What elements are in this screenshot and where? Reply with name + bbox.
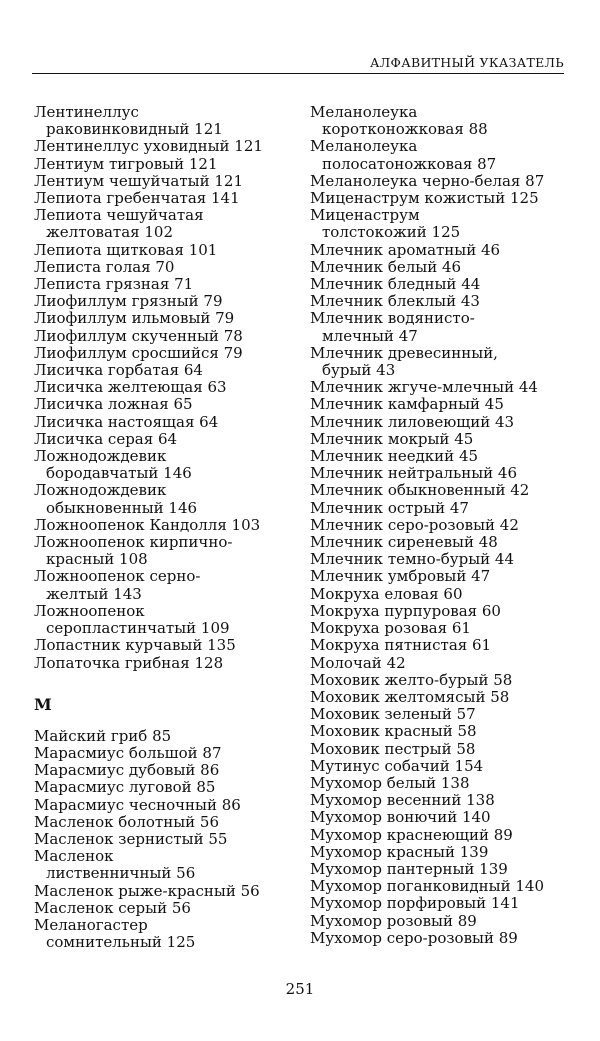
index-entry: Мокруха розовая 61: [310, 619, 471, 638]
index-entry: Лепиота гребенчатая 141: [34, 189, 240, 208]
index-entry: Моховик зеленый 57: [310, 705, 476, 724]
index-entry: Моховик красный 58: [310, 722, 477, 741]
index-entry: Марасмиус чесночный 86: [34, 795, 241, 814]
index-entry: Лисичка горбатая 64: [34, 361, 203, 380]
index-entry: Млечник обыкновенный 42: [310, 481, 530, 500]
index-entry: Мухомор красный 139: [310, 842, 489, 861]
index-entry: Лисичка настоящая 64: [34, 412, 219, 431]
index-entry: Ложнодождевик: [34, 447, 167, 466]
index-entry: Меланолеука: [310, 103, 418, 121]
index-entry-continuation: полосатоножковая 87: [322, 154, 497, 173]
index-entry-continuation: серопластинчатый 109: [46, 619, 230, 638]
index-entry: Млечник серо-розовый 42: [310, 515, 519, 534]
header-rule: [32, 73, 564, 74]
index-entry-continuation: бурый 43: [322, 361, 396, 380]
index-entry-continuation: желтый 143: [46, 584, 142, 603]
index-block-l: [34, 104, 296, 672]
index-entry: Млечник блеклый 43: [310, 292, 480, 311]
index-entry: Млечник неедкий 45: [310, 447, 479, 466]
index-entry: Млечник острый 47: [310, 498, 469, 517]
index-entry: Млечник ароматный 46: [310, 240, 501, 259]
index-entry: Лиофиллум ильмовый 79: [34, 309, 235, 328]
index-entry: Молочай 42: [310, 653, 406, 672]
index-entry: Миценаструм: [310, 206, 420, 225]
index-entry: Масленок серый 56: [34, 898, 191, 917]
index-entry: Мухомор пантерный 139: [310, 859, 508, 878]
index-entry: Меланолеука черно-белая 87: [310, 171, 545, 190]
index-entry: Мухомор вонючий 140: [310, 808, 491, 827]
index-entry: Ложноопенок кирпично-: [34, 533, 233, 552]
index-entry: Мутинус собачий 154: [310, 756, 484, 775]
index-entry: Масленок зернистый 55: [34, 829, 228, 848]
index-entry: Млечник нейтральный 46: [310, 464, 518, 483]
index-entry-continuation: коротконожковая 88: [322, 120, 488, 139]
index-entry: Млечник бледный 44: [310, 275, 481, 294]
index-entry: Мухомор поганковидный 140: [310, 877, 544, 896]
index-entry: Лиофиллум грязный 79: [34, 292, 223, 311]
index-entry: Марасмиус луговой 85: [34, 778, 216, 797]
index-entry: Миценаструм кожистый 125: [310, 189, 539, 208]
index-entry: Мухомор серо-розовый 89: [310, 928, 518, 947]
index-entry: Лисичка серая 64: [34, 429, 178, 448]
index-entry: Лентинеллус: [34, 103, 139, 121]
index-entry: Лопастник курчавый 135: [34, 636, 236, 655]
index-entry: Млечник жгуче-млечный 44: [310, 378, 538, 397]
index-entry: Моховик пестрый 58: [310, 739, 476, 758]
right-index-column: [310, 104, 572, 947]
index-entry: Лисичка желтеющая 63: [34, 378, 227, 397]
index-entry: Лисичка ложная 65: [34, 395, 193, 414]
index-entry: Мухомор краснеющий 89: [310, 825, 513, 844]
index-entry: Ложноопенок серно-: [34, 567, 201, 586]
index-entry: Млечник мокрый 45: [310, 429, 474, 448]
index-entry-continuation: сомнительный 125: [46, 933, 196, 952]
index-entry-continuation: лиственничный 56: [46, 864, 196, 883]
index-entry: Млечник водянисто-: [310, 309, 475, 328]
index-block-m: [34, 728, 296, 952]
index-entry: Леписта голая 70: [34, 257, 175, 276]
index-entry: Мухомор порфировый 141: [310, 894, 520, 913]
index-entry-continuation: толстокожий 125: [322, 223, 461, 242]
index-entry: Мокруха пурпуровая 60: [310, 601, 501, 620]
index-entry: Млечник белый 46: [310, 257, 462, 276]
index-entry: Лопаточка грибная 128: [34, 653, 224, 672]
index-entry: Мухомор розовый 89: [310, 911, 477, 930]
index-entry: Мухомор весенний 138: [310, 791, 495, 810]
index-entry: Лиофиллум сросшийся 79: [34, 343, 243, 362]
index-entry: Лентиум чешуйчатый 121: [34, 171, 244, 190]
index-entry: Лентиум тигровый 121: [34, 154, 218, 173]
index-entry: Млечник лиловеющий 43: [310, 412, 515, 431]
index-entry: Марасмиус большой 87: [34, 743, 222, 762]
index-entry: Лентинеллус уховидный 121: [34, 137, 263, 156]
index-entry-continuation: раковинковидный 121: [46, 120, 223, 139]
index-entry: Масленок: [34, 847, 114, 866]
index-entry: Млечник темно-бурый 44: [310, 550, 515, 569]
index-entry: Моховик желтомясый 58: [310, 687, 510, 706]
index-entry: Мокруха еловая 60: [310, 584, 463, 603]
index-entry: Млечник камфарный 45: [310, 395, 504, 414]
index-entry: Меланолеука: [310, 137, 418, 156]
index-entry: Млечник сиреневый 48: [310, 533, 498, 552]
index-entry: Млечник умбровый 47: [310, 567, 491, 586]
index-entry: Масленок болотный 56: [34, 812, 219, 831]
index-entry: Меланогастер: [34, 915, 148, 934]
index-entry: Леписта грязная 71: [34, 275, 194, 294]
index-entry: Марасмиус дубовый 86: [34, 761, 220, 780]
index-block-m-continued: [310, 104, 572, 947]
index-entry: Лепиота чешуйчатая: [34, 206, 204, 225]
index-entry-continuation: обыкновенный 146: [46, 498, 198, 517]
page-number: 251: [285, 980, 315, 998]
index-entry-continuation: красный 108: [46, 550, 148, 569]
index-entry-continuation: бородавчатый 146: [46, 464, 192, 483]
index-entry: Ложноопенок Кандолля 103: [34, 515, 261, 534]
index-entry: Моховик желто-бурый 58: [310, 670, 513, 689]
index-entry: Лепиота щитковая 101: [34, 240, 218, 259]
index-entry: Масленок рыже-красный 56: [34, 881, 260, 900]
section-gap: [34, 672, 296, 696]
index-entry: Ложнодождевик: [34, 481, 167, 500]
index-entry-continuation: млечный 47: [322, 326, 418, 345]
index-entry: Мухомор белый 138: [310, 773, 470, 792]
index-entry: Млечник древесинный,: [310, 343, 498, 362]
index-entry: Майский гриб 85: [34, 726, 172, 745]
running-header: АЛФАВИТНЫЙ УКАЗАТЕЛЬ: [370, 55, 564, 70]
index-entry: Мокруха пятнистая 61: [310, 636, 492, 655]
index-entry: Ложноопенок: [34, 601, 145, 620]
index-entry: Лиофиллум скученный 78: [34, 326, 243, 345]
left-index-column: [34, 104, 296, 951]
index-entry-continuation: желтоватая 102: [46, 223, 174, 242]
section-letter: М: [34, 694, 52, 714]
